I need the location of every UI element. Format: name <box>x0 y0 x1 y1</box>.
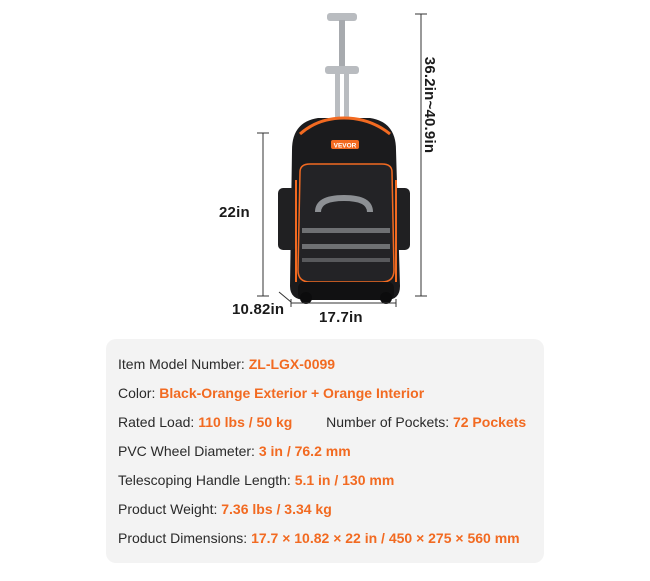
width-dimension-label: 17.7in <box>319 309 363 326</box>
spec-card <box>106 339 544 563</box>
spec-row-wheel <box>118 443 351 459</box>
spec-row-handle <box>118 472 394 488</box>
dims-value: 17.7 × 10.82 × 22 in / 450 × 275 × 560 mm <box>251 530 520 546</box>
spec-row-color <box>118 385 424 401</box>
color-value: Black-Orange Exterior + Orange Interior <box>159 385 425 401</box>
svg-text:VEVOR: VEVOR <box>333 142 357 150</box>
brand-logo <box>331 140 359 150</box>
dims-label: Product Dimensions: <box>118 530 248 546</box>
depth-dimension-label: 10.82in <box>232 301 285 318</box>
telescoping-handle <box>325 13 359 125</box>
wheel-value: 3 in / 76.2 mm <box>258 443 351 459</box>
handle-label: Telescoping Handle Length: <box>118 472 291 488</box>
color-label: Color: <box>118 385 156 401</box>
height-dimension-line <box>257 133 269 296</box>
spec-row-model <box>118 356 335 372</box>
pockets-value: 72 Pockets <box>452 414 527 430</box>
handle-value: 5.1 in / 130 mm <box>294 472 395 488</box>
pockets-label: Number of Pockets: <box>326 414 450 430</box>
weight-value: 7.36 lbs / 3.34 kg <box>221 501 332 517</box>
height-dimension-label: 22in <box>219 204 250 221</box>
handle-height-dimension-label: 36.2in~40.9in <box>421 56 438 154</box>
wheel-label: PVC Wheel Diameter: <box>118 443 255 459</box>
spec-row-dimensions <box>118 530 520 546</box>
load-label: Rated Load: <box>118 414 195 430</box>
load-value: 110 lbs / 50 kg <box>198 414 293 430</box>
model-label: Item Model Number: <box>118 356 245 372</box>
spec-row-load-pockets <box>118 414 526 430</box>
spec-row-weight <box>118 501 332 517</box>
model-value: ZL-LGX-0099 <box>248 356 336 372</box>
weight-label: Product Weight: <box>118 501 218 517</box>
